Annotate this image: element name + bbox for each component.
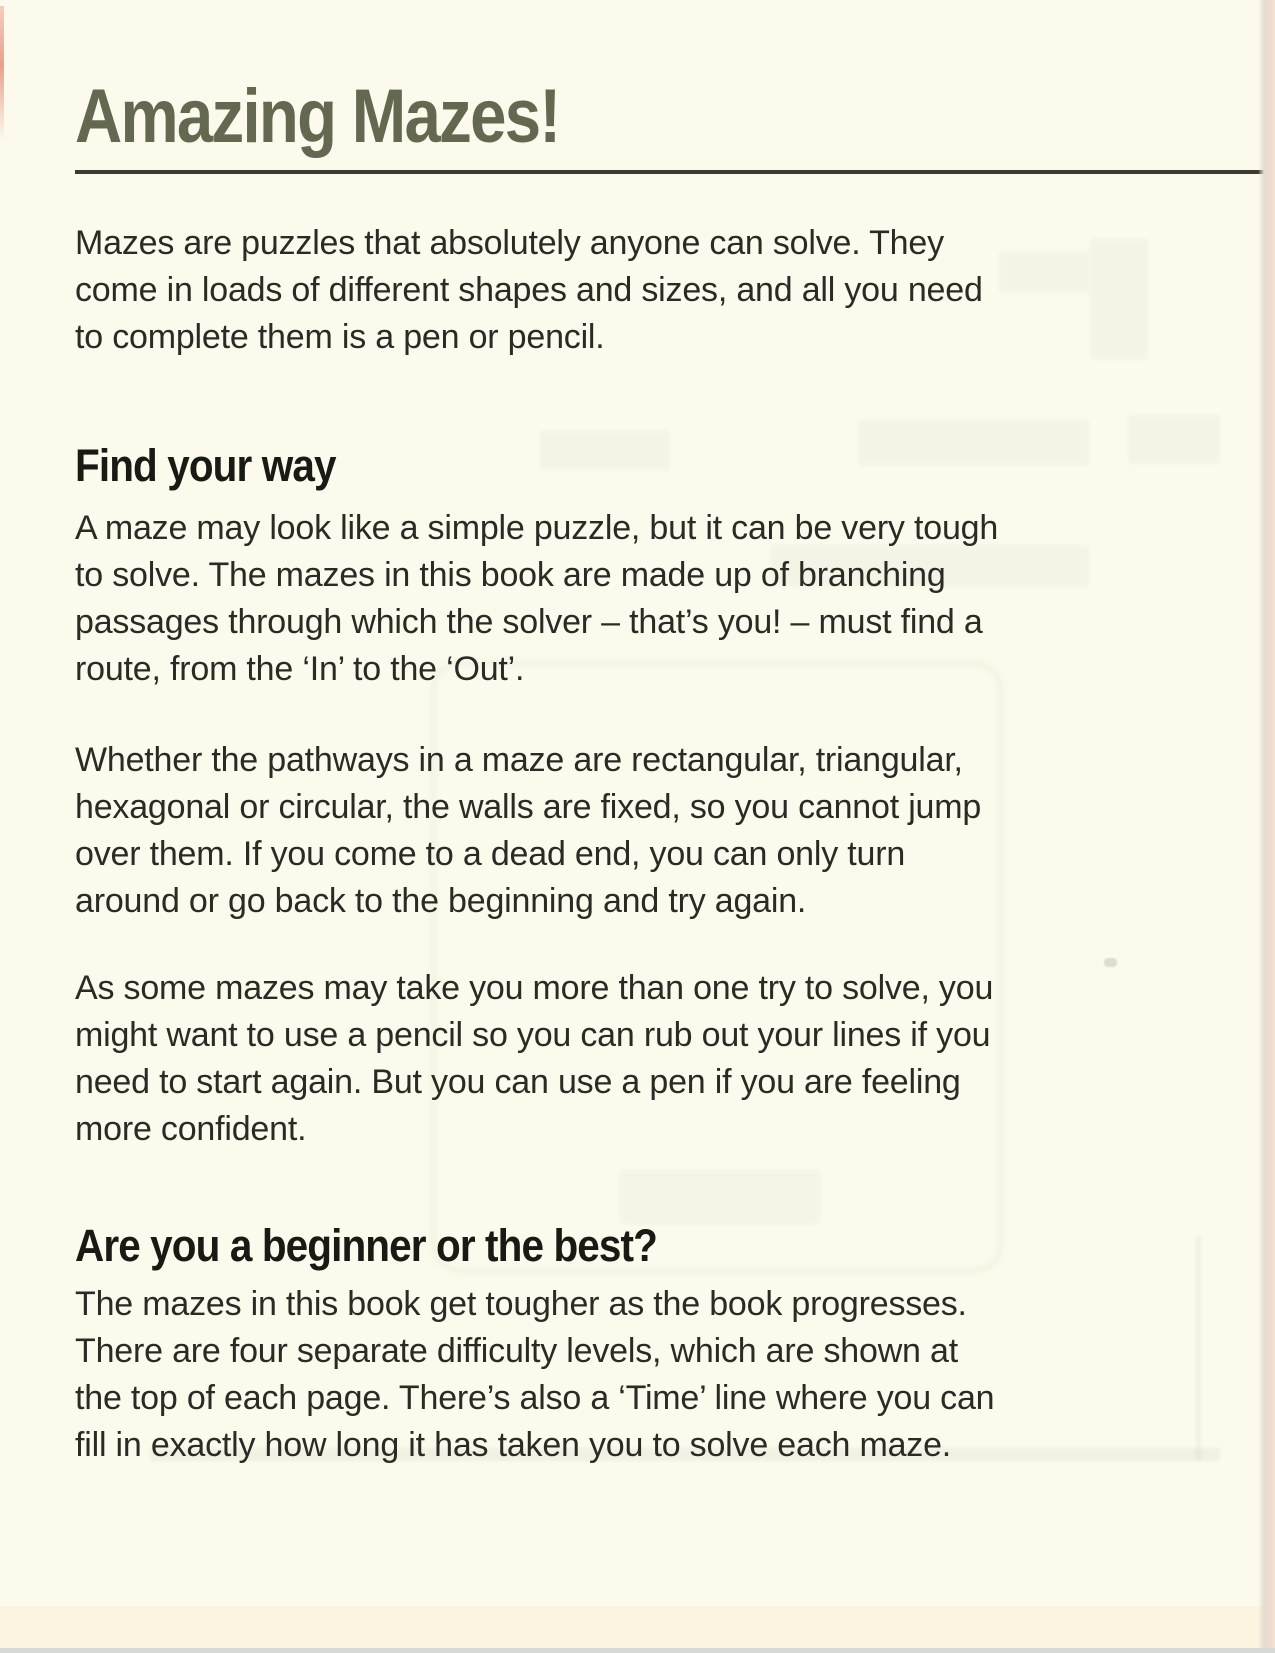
text-line: come in loads of different shapes and sizes, and all you need: [75, 271, 983, 309]
text-line: There are four separate difficulty levels, which are shown at: [75, 1332, 958, 1370]
scan-shading: [0, 1606, 1275, 1648]
text-line: over them. If you come to a dead end, you can only turn: [75, 835, 906, 873]
page-title: Amazing Mazes!: [75, 74, 560, 159]
text-line: hexagonal or circular, the walls are fixed, so you cannot jump: [75, 788, 982, 826]
text-line: more confident.: [75, 1110, 307, 1148]
text-line: Mazes are puzzles that absolutely anyone can solve. They: [75, 224, 944, 262]
text-line: passages through which the solver – that’s you! – must find a: [75, 603, 983, 641]
page-edge-bottom: [0, 1648, 1275, 1653]
paragraph: [75, 1281, 1150, 1469]
section-heading-beginner-or-best: Are you a beginner or the best?: [75, 1220, 657, 1271]
text-line: fill in exactly how long it has taken you to solve each maze.: [75, 1426, 952, 1464]
text-line: around or go back to the beginning and try again.: [75, 882, 807, 920]
text-line: The mazes in this book get tougher as the book progresses.: [75, 1285, 967, 1323]
page-edge-left: [0, 6, 4, 140]
text-line: As some mazes may take you more than one try to solve, you: [75, 969, 994, 1007]
page-edge-right: [1258, 0, 1275, 1653]
text-line: A maze may look like a simple puzzle, but it can be very tough: [75, 509, 999, 547]
text-line: need to start again. But you can use a pen if you are feeling: [75, 1063, 961, 1101]
paragraph: [75, 505, 1150, 693]
text-line: might want to use a pencil so you can rub out your lines if you: [75, 1016, 991, 1054]
text-line: route, from the ‘In’ to the ‘Out’.: [75, 650, 525, 688]
title-rule: [75, 170, 1275, 174]
text-line: to solve. The mazes in this book are made up of branching: [75, 556, 946, 594]
text-line: the top of each page. There’s also a ‘Time’ line where you can: [75, 1379, 995, 1417]
section-heading-find-your-way: Find your way: [75, 440, 336, 491]
intro-paragraph: [75, 220, 1150, 361]
text-line: to complete them is a pen or pencil.: [75, 318, 605, 356]
paragraph: [75, 965, 1150, 1153]
paragraph: [75, 737, 1150, 925]
text-line: Whether the pathways in a maze are rectangular, triangular,: [75, 741, 963, 779]
